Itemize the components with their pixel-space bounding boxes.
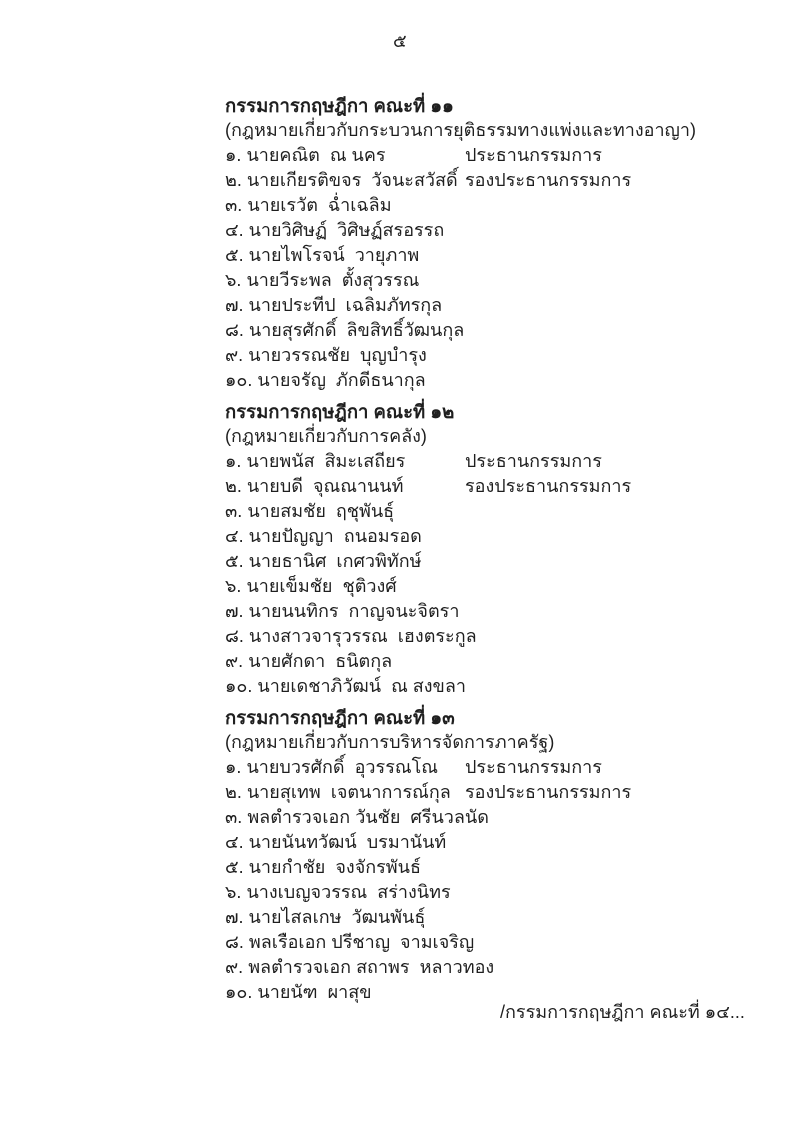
member-role: รองประธานกรรมการ — [465, 170, 632, 190]
member-row — [225, 218, 785, 243]
member-name: นายสมชัย ฤชุพันธุ์ — [247, 501, 395, 521]
member-number: ๘. — [225, 320, 244, 340]
member-name: นางสาวจารุวรรณ เฮงตระกูล — [248, 626, 477, 646]
member-number: ๕. — [225, 551, 244, 571]
member-row — [225, 143, 785, 168]
member-number: ๖. — [225, 882, 242, 902]
member-name: นายนันทวัฒน์ บรมานันท์ — [248, 832, 447, 852]
member-number: ๙. — [225, 651, 244, 671]
member-name: นายธานิศ เกศวพิทักษ์ — [248, 551, 422, 571]
member-role: ประธานกรรมการ — [465, 757, 602, 777]
member-name: นายบวรศักดิ์ อุวรรณโณ — [246, 757, 438, 777]
member-row — [225, 599, 785, 624]
member-role: ประธานกรรมการ — [465, 145, 602, 165]
section-title: กรรมการกฤษฎีกา คณะที่ ๑๓ — [225, 707, 455, 728]
member-number: ๒. — [225, 782, 242, 802]
member-name: นายพนัส สิมะเสถียร — [246, 451, 406, 471]
member-row — [225, 474, 785, 499]
member-list — [225, 449, 785, 699]
member-number: ๖. — [225, 270, 242, 290]
member-row — [225, 168, 785, 193]
member-number: ๑. — [225, 145, 242, 165]
member-number: ๘. — [225, 626, 244, 646]
member-row — [225, 674, 785, 699]
member-number: ๑๐. — [225, 370, 253, 390]
member-row — [225, 830, 785, 855]
member-number: ๕. — [225, 245, 244, 265]
member-row — [225, 549, 785, 574]
member-number: ๕. — [225, 857, 244, 877]
committee-section — [225, 399, 785, 699]
member-number: ๔. — [225, 220, 244, 240]
member-row — [225, 193, 785, 218]
continuation-footer: /กรรมการกฤษฎีกา คณะที่ ๑๔... — [500, 1002, 745, 1022]
section-title: กรรมการกฤษฎีกา คณะที่ ๑๑ — [225, 95, 454, 116]
member-number: ๒. — [225, 476, 242, 496]
member-number: ๓. — [225, 501, 243, 521]
member-number: ๙. — [225, 957, 244, 977]
member-name: นายจรัญ ภักดีธนากุล — [257, 370, 426, 390]
member-number: ๒. — [225, 170, 242, 190]
member-number: ๑. — [225, 451, 242, 471]
committee-sections — [225, 93, 785, 1011]
member-number: ๙. — [225, 345, 244, 365]
member-role: รองประธานกรรมการ — [465, 782, 632, 802]
member-name: นายนนทิกร กาญจนะจิตรา — [248, 601, 460, 621]
member-name: นายเข็มชัย ชุติวงศ์ — [246, 576, 397, 596]
member-name: นางเบญจวรรณ สร่างนิทร — [246, 882, 451, 902]
member-row — [225, 499, 785, 524]
member-row — [225, 649, 785, 674]
member-name: นายกำชัย จงจักรพันธ์ — [248, 857, 421, 877]
member-role: ประธานกรรมการ — [465, 451, 602, 471]
member-name: นายไพโรจน์ วายุภาพ — [248, 245, 420, 265]
member-row — [225, 780, 785, 805]
member-row — [225, 574, 785, 599]
member-name: นายประทีป เฉลิมภัทรกุล — [248, 295, 443, 315]
section-subtitle: (กฎหมายเกี่ยวกับการคลัง) — [225, 426, 427, 446]
member-role: รองประธานกรรมการ — [465, 476, 632, 496]
member-name: พลตำรวจเอก วันชัย ศรีนวลนัด — [247, 807, 489, 827]
member-name: นายเรวัต ฉ่ำเฉลิม — [247, 195, 392, 215]
member-name: นายปัญญา ถนอมรอด — [248, 526, 422, 546]
page-number: ๕ — [392, 31, 408, 51]
member-list — [225, 755, 785, 1005]
member-number: ๑๐. — [225, 982, 253, 1002]
section-title: กรรมการกฤษฎีกา คณะที่ ๑๒ — [225, 401, 455, 422]
member-number: ๖. — [225, 576, 242, 596]
member-name: นายนัฑ ผาสุข — [257, 982, 372, 1002]
member-name: นายศักดา ธนิตกุล — [248, 651, 393, 671]
member-number: ๔. — [225, 526, 244, 546]
member-number: ๗. — [225, 295, 244, 315]
member-name: นายเดชาภิวัฒน์ ณ สงขลา — [257, 676, 467, 696]
member-name: นายคณิต ณ นคร — [246, 145, 386, 165]
member-number: ๓. — [225, 807, 243, 827]
member-name: นายวรรณชัย บุญบำรุง — [248, 345, 427, 365]
member-name: นายไสลเกษ วัฒนพันธุ์ — [248, 907, 426, 927]
member-name: นายเกียรติขจร วัจนะสวัสดิ์ — [246, 170, 458, 190]
member-number: ๑. — [225, 757, 242, 777]
member-number: ๗. — [225, 601, 244, 621]
member-number: ๗. — [225, 907, 244, 927]
member-list — [225, 143, 785, 393]
member-name: นายวิศิษฏ์ วิศิษฏ์สรอรรถ — [248, 220, 445, 240]
member-row — [225, 343, 785, 368]
member-row — [225, 805, 785, 830]
member-row — [225, 268, 785, 293]
member-number: ๑๐. — [225, 676, 253, 696]
member-row — [225, 243, 785, 268]
section-subtitle: (กฎหมายเกี่ยวกับกระบวนการยุติธรรมทางแพ่งและทางอาญา) — [225, 120, 696, 140]
member-row — [225, 524, 785, 549]
member-name: พลตำรวจเอก สถาพร หลาวทอง — [248, 957, 495, 977]
member-name: นายสุเทพ เจตนาการณ์กุล — [246, 782, 451, 802]
committee-section — [225, 705, 785, 1005]
member-row — [225, 624, 785, 649]
member-number: ๔. — [225, 832, 244, 852]
member-row — [225, 930, 785, 955]
member-row — [225, 293, 785, 318]
member-number: ๘. — [225, 932, 244, 952]
section-subtitle: (กฎหมายเกี่ยวกับการบริหารจัดการภาครัฐ) — [225, 732, 555, 752]
member-row — [225, 880, 785, 905]
member-row — [225, 905, 785, 930]
member-name: พลเรือเอก ปรีชาญ จามเจริญ — [248, 932, 475, 952]
member-row — [225, 449, 785, 474]
member-name: นายสุรศักดิ์ ลิขสิทธิ์วัฒนกุล — [248, 320, 465, 340]
member-row — [225, 955, 785, 980]
member-number: ๓. — [225, 195, 243, 215]
member-name: นายวีระพล ตั้งสุวรรณ — [246, 270, 420, 290]
member-row — [225, 855, 785, 880]
committee-section — [225, 93, 785, 393]
member-name: นายบดี จุณณานนท์ — [246, 476, 404, 496]
member-row — [225, 318, 785, 343]
member-row — [225, 368, 785, 393]
member-row — [225, 755, 785, 780]
